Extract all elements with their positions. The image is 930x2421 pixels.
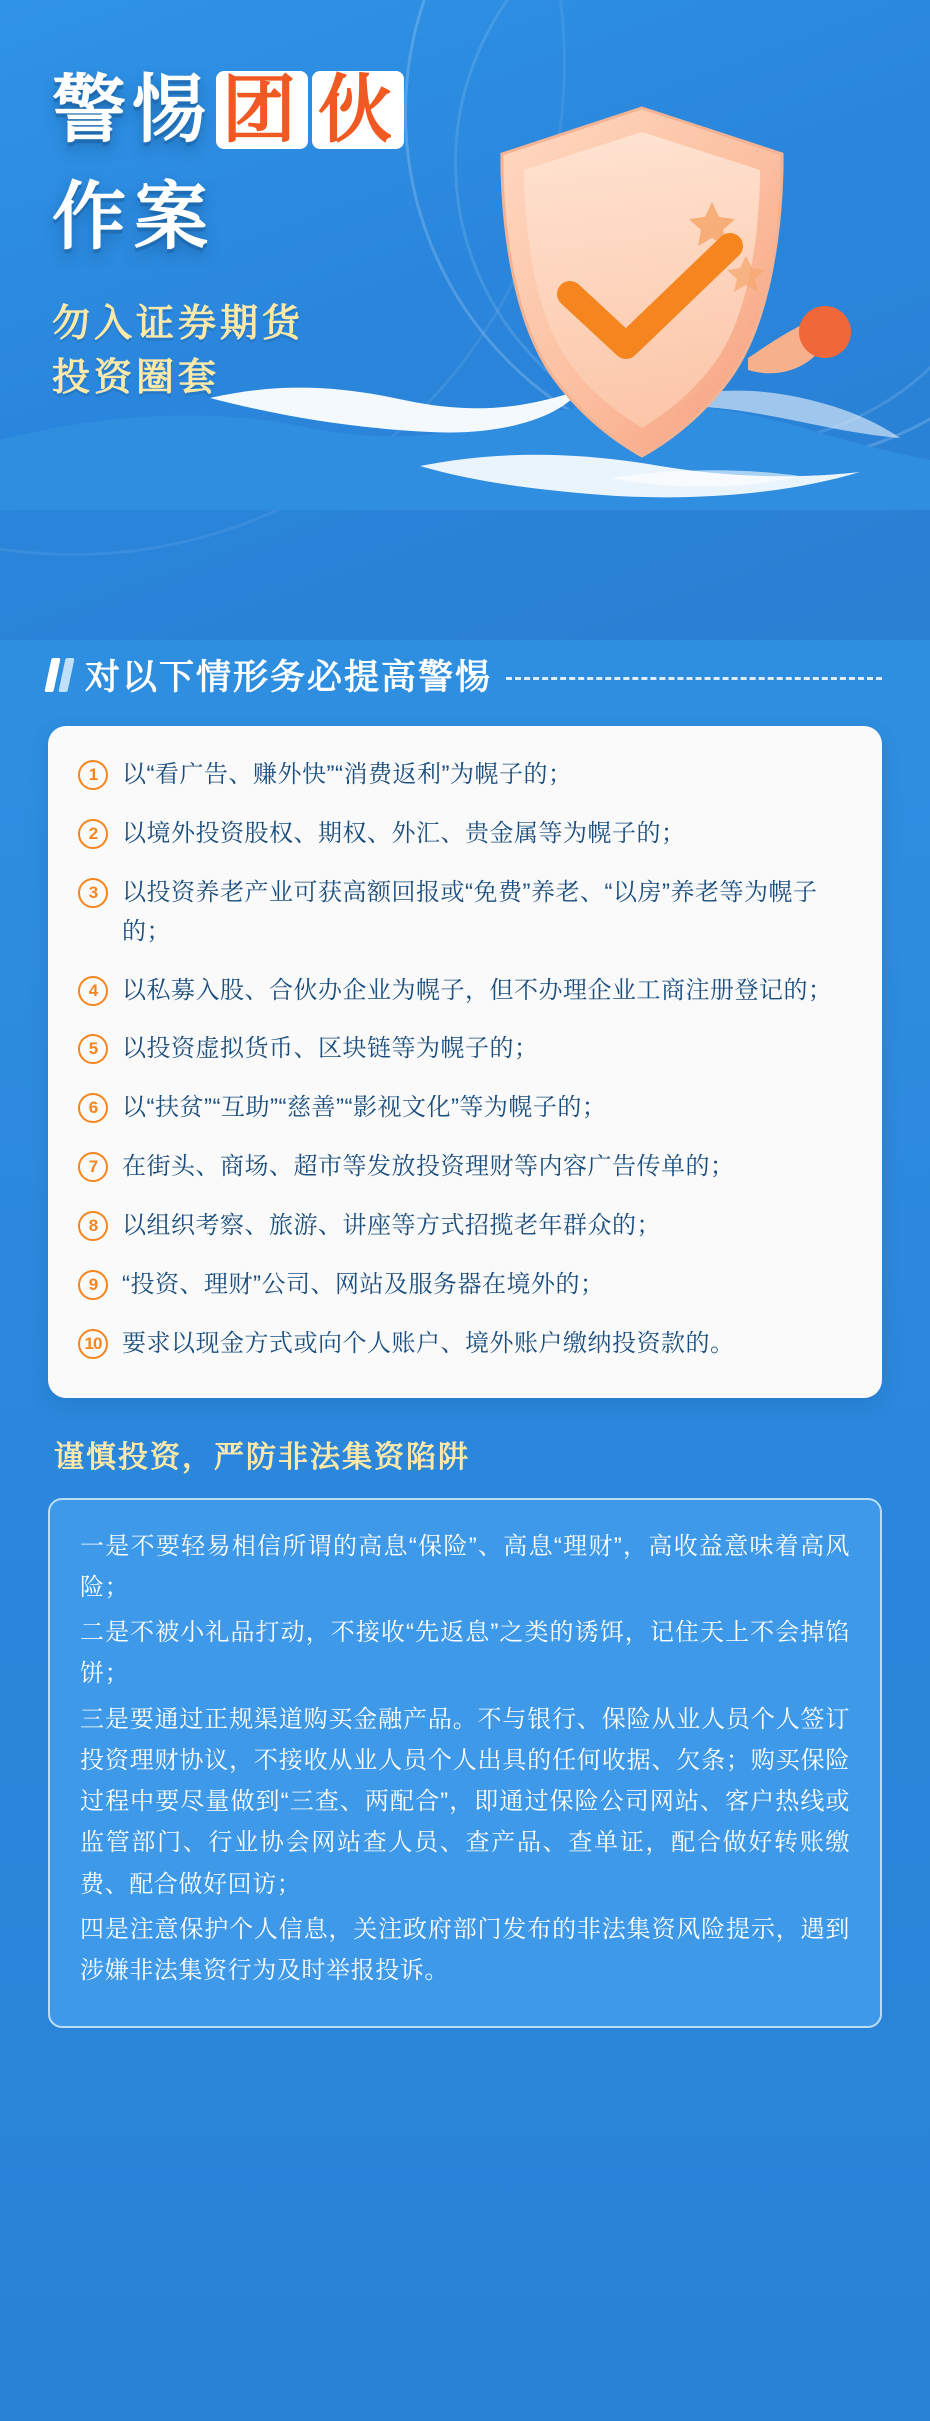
list-item-number: 1: [78, 760, 108, 790]
advice-heading: 谨慎投资，严防非法集资陷阱: [54, 1440, 470, 1474]
hero-title-line-1: [52, 70, 404, 150]
advice-paragraph: 三是要通过正规渠道购买金融产品。不与银行、保险从业人员个人签订投资理财协议，不接收从业人员个人出具的任何收据、欠条；购买保险过程中要尽量做到“三查、两配合”，即通过保险公司网站、客户热线或监管部门、行业协会网站查人员、查产品、查单证，配合做好转账缴费、配合做好回访；: [80, 1705, 850, 1898]
list-item-text: 以境外投资股权、期权、外汇、贵金属等为幌子的；: [122, 819, 686, 847]
hero-title-part1: 警惕: [52, 68, 212, 151]
list-item: [78, 1266, 848, 1305]
section-title: 对以下情形务必提高警惕: [85, 658, 493, 697]
shield-check-icon: [430, 70, 860, 510]
list-item-number: 7: [78, 1152, 108, 1182]
list-item-text: 以“看广告、赚外快”“消费返利”为幌子的；: [122, 761, 573, 788]
list-item-number: 6: [78, 1093, 108, 1123]
list-item-text: 以私募入股、合伙办企业为幌子，但不办理企业工商注册登记的；: [122, 976, 833, 1004]
warning-section: [0, 650, 930, 2028]
list-item-text: 以“扶贫”“互助”“慈善”“影视文化”等为幌子的；: [122, 1094, 607, 1122]
warning-list-card: [48, 726, 882, 1398]
double-bar-icon: [44, 658, 74, 692]
list-item-number: 9: [78, 1270, 108, 1300]
list-item-text: 以投资养老产业可获高额回报或“免费”养老、“以房”养老等为幌子的；: [122, 878, 818, 945]
advice-card: [48, 1498, 882, 2028]
list-item: [78, 1148, 848, 1187]
list-item: [78, 815, 848, 854]
list-item-number: 5: [78, 1034, 108, 1064]
dashed-divider: [506, 677, 882, 680]
hero-subtitle: [52, 298, 404, 406]
list-item: [78, 1207, 848, 1246]
list-item: [78, 756, 848, 795]
hero-title-line-2: 作案: [52, 174, 216, 258]
advice-paragraph: 一是不要轻易相信所谓的高息“保险”、高息“理财”，高收益意味着高风险；: [80, 1532, 850, 1601]
list-item: [78, 1325, 848, 1364]
list-item-text: 以组织考察、旅游、讲座等方式招揽老年群众的；: [122, 1212, 661, 1239]
list-item-text: 要求以现金方式或向个人账户、境外账户缴纳投资款的。: [122, 1329, 735, 1357]
list-item-number: 8: [78, 1211, 108, 1241]
hero-title-boxed-2: 伙: [312, 71, 404, 149]
list-item-number: 4: [78, 976, 108, 1006]
list-item-text: 以投资虚拟货币、区块链等为幌子的；: [122, 1035, 539, 1063]
list-item-text: “投资、理财”公司、网站及服务器在境外的；: [122, 1270, 605, 1298]
list-item: [78, 1089, 848, 1128]
advice-paragraph: 二是不被小礼品打动，不接收“先返息”之类的诱饵，记住天上不会掉馅饼；: [80, 1619, 850, 1688]
list-item: [78, 874, 848, 952]
hero-subtitle-line-1: 勿入证券期货: [52, 302, 305, 345]
hero-title-block: [52, 70, 404, 406]
list-item-text: 在街头、商场、超市等发放投资理财等内容广告传单的；: [122, 1153, 735, 1181]
hero-title-boxed-1: 团: [216, 71, 308, 149]
hero-subtitle-line-2: 投资圈套: [52, 356, 221, 399]
list-item-number: 3: [78, 878, 108, 908]
list-item: [78, 1030, 848, 1069]
hero-banner: [0, 0, 930, 640]
section-heading-row: [48, 650, 882, 700]
list-item-number: 2: [78, 819, 108, 849]
list-item: [78, 972, 848, 1011]
advice-paragraph: 四是注意保护个人信息，关注政府部门发布的非法集资风险提示，遇到涉嫌非法集资行为及时举报投诉。: [80, 1916, 850, 1985]
list-item-number: 10: [78, 1329, 108, 1359]
